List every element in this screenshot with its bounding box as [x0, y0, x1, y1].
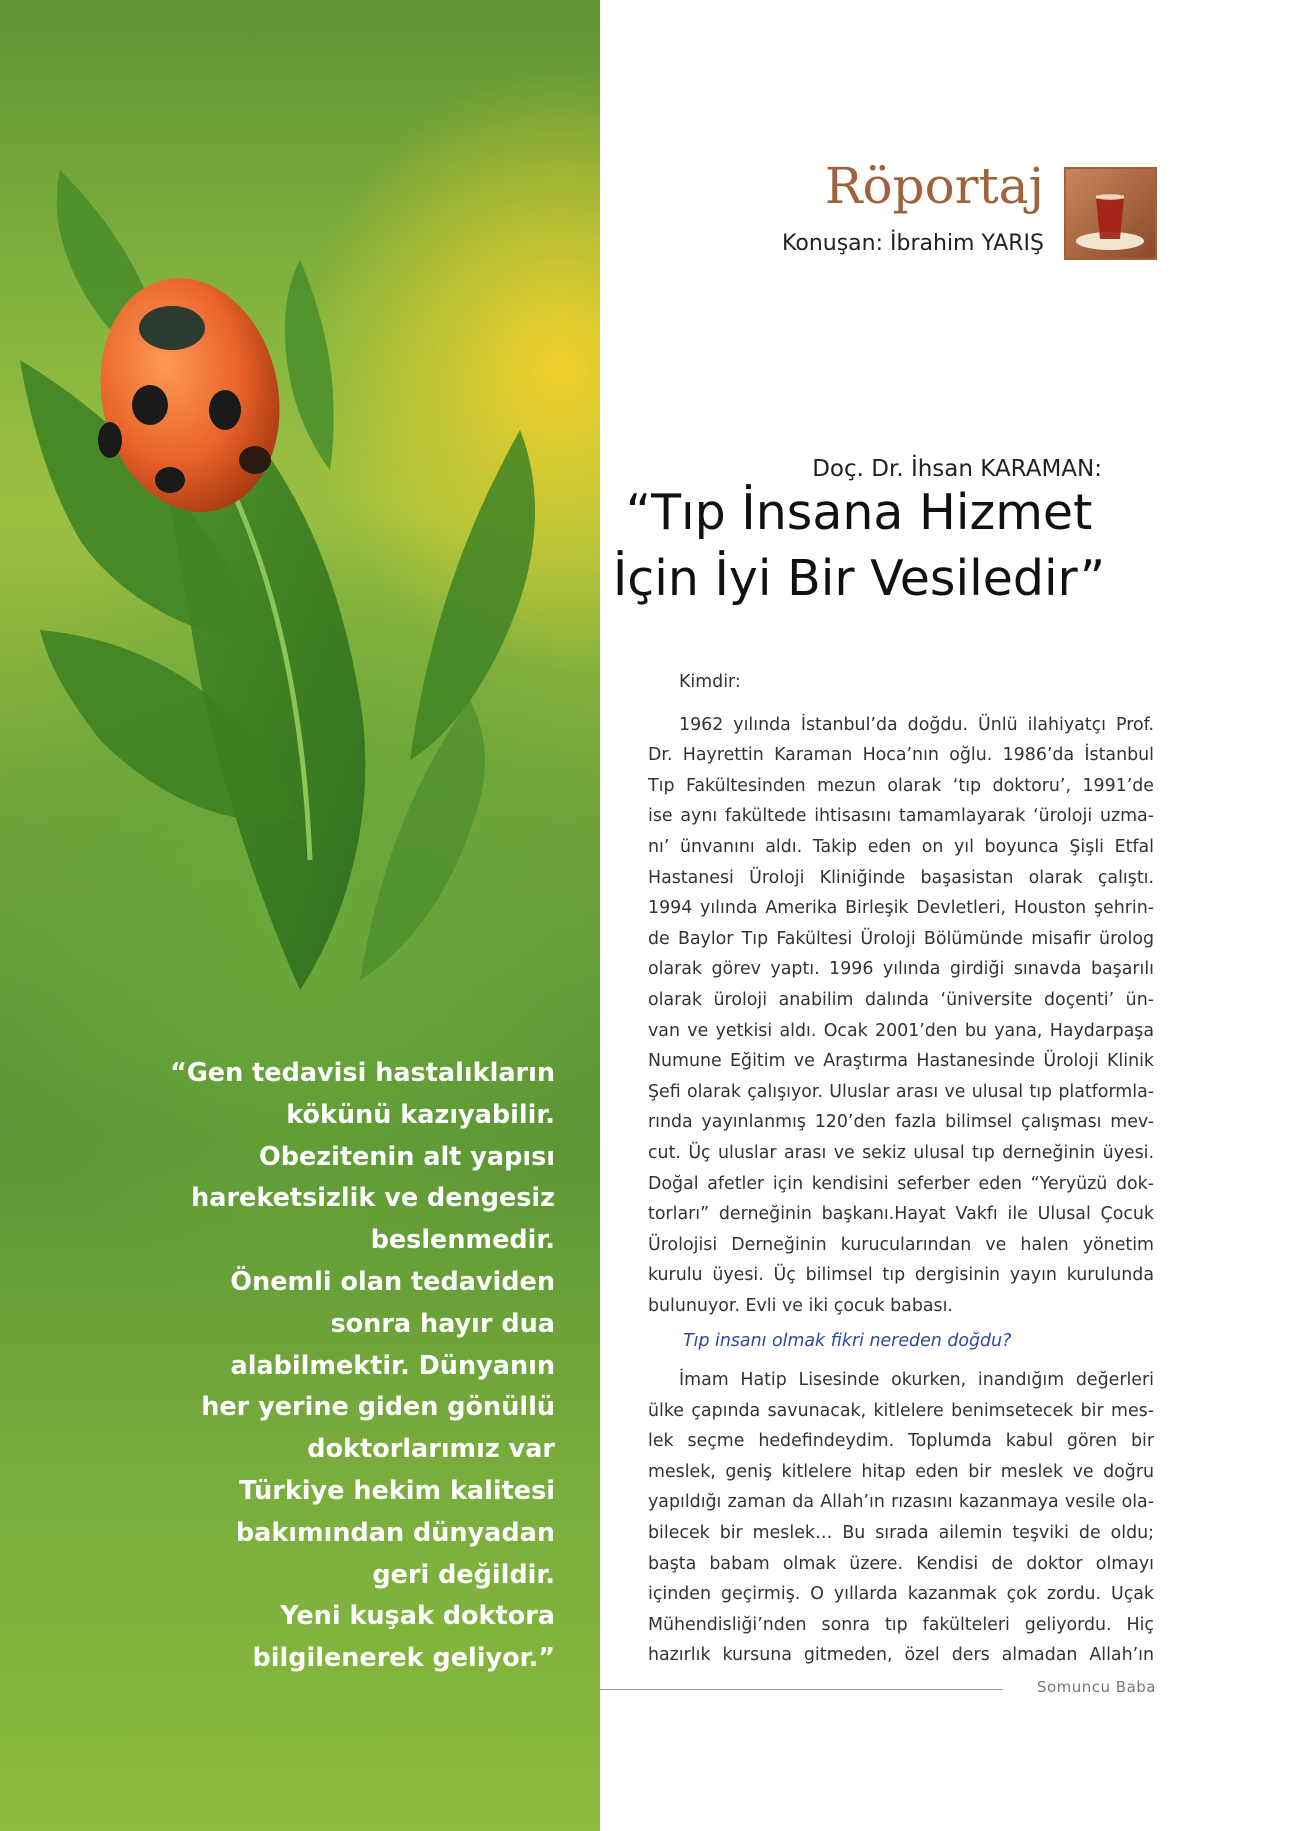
bio-line: nı’ ünvanını aldı. Takip eden on yıl boyunca Şişli Etfal — [648, 836, 1154, 857]
pull-quote-line: geri değildir. — [372, 1559, 555, 1590]
answer-line: Mühendisliği’nden sonra tıp fakülteleri geliyordu. Hiç — [648, 1614, 1154, 1635]
pull-quote-line: Obezitenin alt yapısı — [259, 1141, 555, 1172]
bio-line: olarak görev yaptı. 1996 yılında girdiği sınavda başarılı — [648, 959, 1154, 980]
bio-line: 1994 yılında Amerika Birleşik Devletleri, Houston şehrin- — [648, 898, 1154, 919]
answer-line: lek seçme hedefindeydim. Toplumda kabul gören bir — [648, 1431, 1154, 1452]
bio-line: de Baylor Tıp Fakültesi Üroloji Bölümünde misafir ürolog — [648, 928, 1154, 949]
interview-question: Tıp insanı olmak fikri nereden doğdu? — [683, 1331, 1012, 1352]
answer-line: İmam Hatip Lisesinde okurken, inandığım değerleri — [679, 1370, 1154, 1391]
answer-line: hazırlık kursuna gitmeden, özel ders almadan Allah’ın — [648, 1645, 1154, 1666]
answer-line: bilecek bir meslek… Bu sırada ailemin teşviki de oldu; — [648, 1523, 1154, 1544]
bio-label: Kimdir: — [679, 672, 741, 692]
bio-line: Ürolojisi Derneğinin kurucularından ve halen yönetim — [648, 1234, 1154, 1255]
article-body — [648, 667, 1154, 1671]
bio-line: ise aynı fakültede ihtisasını tamamlayarak ‘üroloji uzma- — [648, 806, 1154, 827]
tea-glass-icon — [1064, 167, 1157, 260]
interviewer-byline: Konuşan: İbrahim YARIŞ — [782, 231, 1044, 256]
answer-line: meslek, geniş kitlelere hitap eden bir meslek ve doğru — [648, 1461, 1154, 1482]
bio-line: kurulu üyesi. Üç bilimsel tıp dergisinin yayın kurulunda — [648, 1265, 1154, 1286]
bio-line: Numune Eğitim ve Araştırma Hastanesinde Üroloji Klinik — [648, 1051, 1154, 1072]
section-title: Röportaj — [824, 157, 1044, 215]
pull-quote-line: Türkiye hekim kalitesi — [239, 1475, 555, 1506]
answer-line: başta babam olmak üzere. Kendisi de doktor olmayı — [648, 1553, 1154, 1574]
bio-line: Dr. Hayrettin Karaman Hoca’nın oğlu. 1986’da İstanbul — [648, 745, 1154, 766]
headline — [579, 480, 1139, 612]
pull-quote-line: Yeni kuşak doktora — [280, 1601, 555, 1632]
bio-line: Hastanesi Üroloji Kliniğinde başasistan olarak çalıştı. — [648, 867, 1154, 888]
bio-line: Tıp Fakültesinden mezun olarak ‘tıp doktoru’, 1991’de — [648, 775, 1154, 796]
bio-line: van ve yetkisi aldı. Ocak 2001’den bu yana, Haydarpaşa — [648, 1020, 1154, 1041]
answer-line: içinden geçirmiş. O yıllarda kazanmak çok zordu. Uçak — [648, 1584, 1154, 1605]
pull-quote-line: beslenmedir. — [370, 1225, 555, 1256]
pull-quote-line: bakımından dünyadan — [235, 1517, 555, 1548]
answer-line: ülke çapında savunacak, kitlelere benimsetecek bir mes- — [648, 1400, 1154, 1421]
cover-photo-panel — [0, 0, 600, 1831]
bio-line: rında yayınlanmış 120’den fazla bilimsel çalışması mev- — [648, 1112, 1154, 1133]
publication-name: Somuncu Baba — [1036, 1678, 1156, 1696]
answer-line: yapıldığı zaman da Allah’ın rızasını kazanmaya vesile ola- — [648, 1492, 1154, 1513]
pull-quote-line: doktorlarımız var — [307, 1434, 555, 1465]
footer-rule — [600, 1689, 1003, 1690]
pull-quote-line: Önemli olan tedaviden — [230, 1266, 555, 1297]
headline-line: “Tıp İnsana Hizmet — [625, 484, 1093, 541]
bio-line: Şefi olarak çalışıyor. Uluslar arası ve ulusal tıp platformla- — [648, 1081, 1154, 1102]
bio-line: 1962 yılında İstanbul’da doğdu. Ünlü ilahiyatçı Prof. — [679, 714, 1154, 735]
pull-quote-line: “Gen tedavisi hastalıkların — [170, 1058, 555, 1088]
pull-quote-line: alabilmektir. Dünyanın — [230, 1350, 555, 1381]
bio-line: cut. Üç uluslar arası ve sekiz ulusal tıp derneğinin üyesi. — [648, 1142, 1154, 1163]
bio-line: Doğal afetler için kendisini seferber eden “Yeryüzü dok- — [648, 1173, 1154, 1194]
pull-quote-line: bilgilenerek geliyor.” — [252, 1643, 555, 1674]
pull-quote-line: kökünü kazıyabilir. — [286, 1099, 555, 1130]
headline-line: İçin İyi Bir Vesiledir” — [612, 550, 1106, 607]
pull-quote-line: sonra hayır dua — [330, 1308, 555, 1339]
pull-quote-line: hareketsizlik ve dengesiz — [191, 1183, 555, 1214]
pull-quote — [135, 1053, 555, 1680]
bio-line: bulunuyor. Evli ve iki çocuk babası. — [648, 1295, 953, 1316]
bio-line: torları” derneğinin başkanı.Hayat Vakfı ile Ulusal Çocuk — [648, 1204, 1154, 1225]
pull-quote-line: her yerine giden gönüllü — [201, 1392, 555, 1423]
interviewee-name: Doç. Dr. İhsan KARAMAN: — [812, 456, 1102, 482]
bio-line: olarak üroloji anabilim dalında ‘üniversite doçenti’ ün- — [648, 989, 1154, 1010]
